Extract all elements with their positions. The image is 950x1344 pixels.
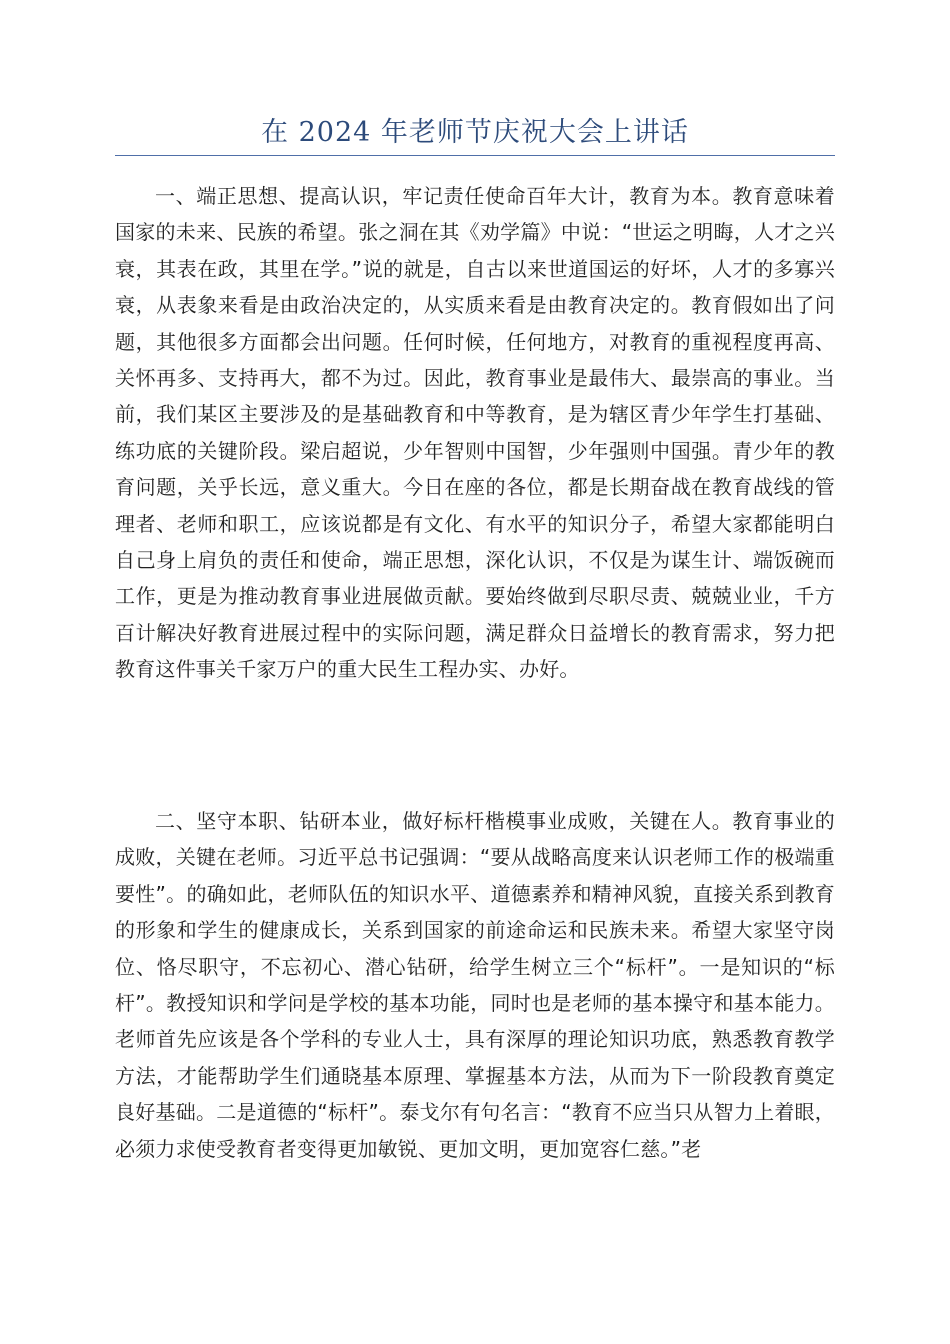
title-underline: [115, 155, 835, 156]
paragraph-2: 二、坚守本职、钻研本业，做好标杆楷模事业成败，关键在人。教育事业的成败，关键在老师。习近平总书记强调：“要从战略高度来认识老师工作的极端重要性”。的确如此，老师队伍的知识水平、道德素养和精神风貌，直接关系到教育的形象和学生的健康成长，关系到国家的前途命运和民族未来。希望大家坚守岗位、恪尽职守，不忘初心、潜心钻研，给学生树立三个“标杆”。一是知识的“标杆”。教授知识和学问是学校的基本功能，同时也是老师的基本操守和基本能力。老师首先应该是各个学科的专业人士，具有深厚的理论知识功底，熟悉教育教学方法，才能帮助学生们通晓基本原理、掌握基本方法，从而为下一阶段教育奠定良好基础。二是道德的“标杆”。泰戈尔有句名言：“教育不应当只从智力上着眼，必须力求使受教育者变得更加敏锐、更加文明，更加宽容仁慈。”老: [115, 809, 835, 1161]
document-title: 在 2024 年老师节庆祝大会上讲话: [261, 117, 689, 148]
paragraph-1: 一、端正思想、提高认识，牢记责任使命百年大计，教育为本。教育意味着国家的未来、民族的希望。张之洞在其《劝学篇》中说：“世运之明晦，人才之兴衰，其表在政，其里在学。”说的就是，自古以来世道国运的好坏，人才的多寡兴衰，从表象来看是由政治决定的，从实质来看是由教育决定的。教育假如出了问题，其他很多方面都会出问题。任何时候，任何地方，对教育的重视程度再高、关怀再多、支持再大，都不为过。因此，教育事业是最伟大、最崇高的事业。当前，我们某区主要涉及的是基础教育和中等教育，是为辖区青少年学生打基础、练功底的关键阶段。梁启超说，少年智则中国智，少年强则中国强。青少年的教育问题，关乎长远，意义重大。今日在座的各位，都是长期奋战在教育战线的管理者、老师和职工，应该说都是有文化、有水平的知识分子，希望大家都能明白自己身上肩负的责任和使命，端正思想，深化认识，不仅是为谋生计、端饭碗而工作，更是为推动教育事业进展做贡献。要始终做到尽职尽责、兢兢业业，千方百计解决好教育进展过程中的实际问题，满足群众日益增长的教育需求，努力把教育这件事关千家万户的重大民生工程办实、办好。: [115, 184, 835, 682]
